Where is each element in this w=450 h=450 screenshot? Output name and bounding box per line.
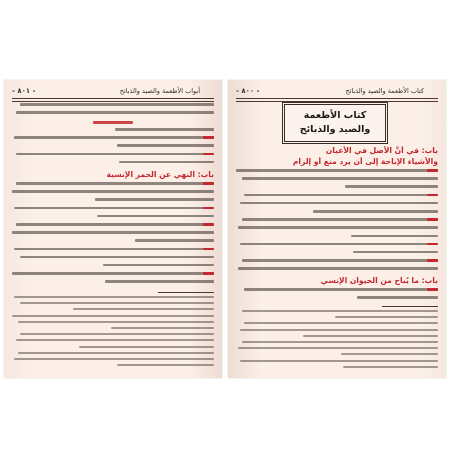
header-rule	[236, 98, 438, 102]
text-line	[117, 364, 214, 366]
left-page	[4, 80, 222, 378]
section-heading-continued: والأشياء الإباحة إلى أن يرد منع أو إلزام	[292, 157, 438, 166]
body-text-block	[236, 169, 438, 275]
text-line	[20, 256, 214, 259]
text-line	[73, 308, 214, 310]
hadith-number-mark	[203, 207, 214, 210]
text-line	[97, 215, 214, 218]
text-line	[335, 316, 438, 318]
right-page-number: - ٨٠٠ -	[236, 87, 260, 95]
text-line	[353, 251, 438, 254]
text-line	[18, 321, 214, 323]
text-line	[244, 194, 438, 197]
text-line	[16, 182, 214, 185]
right-page-header	[236, 85, 438, 97]
text-line	[16, 339, 214, 341]
text-line	[135, 239, 214, 242]
left-page-number: - ٨٠١ -	[12, 87, 36, 95]
text-line	[105, 280, 214, 283]
text-line	[242, 259, 438, 262]
text-line	[240, 329, 438, 331]
body-text-block	[12, 182, 214, 288]
footnotes-block	[12, 296, 214, 370]
text-line	[313, 210, 438, 213]
text-line	[357, 296, 438, 299]
text-line	[103, 264, 214, 267]
text-line	[14, 248, 214, 251]
section-heading: باب: في أنَّ الأصل في الأعيان	[325, 146, 438, 155]
book-title-line-1: كتاب الأطعمة	[303, 110, 367, 121]
header-rule	[12, 98, 214, 102]
book-title-box	[284, 104, 386, 142]
text-line	[16, 111, 214, 114]
text-line	[18, 352, 214, 354]
text-line	[20, 302, 214, 304]
text-line	[14, 358, 214, 360]
red-subheading-mark	[93, 121, 133, 124]
text-line	[14, 296, 214, 298]
left-page-header	[12, 85, 214, 97]
text-line	[303, 335, 438, 337]
text-line	[242, 341, 438, 343]
text-line	[115, 128, 214, 131]
section-heading: باب: ما يُباح من الحيوان الإنسي	[320, 276, 438, 285]
hadith-number-mark	[427, 169, 438, 172]
footnote-rule	[382, 306, 438, 307]
text-line	[242, 218, 438, 221]
text-line	[244, 322, 438, 324]
hadith-number-mark	[203, 223, 214, 226]
text-line	[244, 288, 438, 291]
text-line	[238, 267, 438, 270]
text-line	[240, 360, 438, 362]
text-line	[12, 231, 214, 234]
text-line	[95, 198, 214, 201]
text-line	[111, 327, 214, 329]
right-running-header: كتاب الأطعمة والصيد والذبائح	[345, 87, 424, 95]
book-title-line-2: والصيد والذبائح	[299, 124, 371, 135]
text-line	[242, 310, 438, 312]
right-page	[228, 80, 446, 378]
text-line	[12, 315, 214, 317]
hadith-number-mark	[427, 259, 438, 262]
text-line	[238, 226, 438, 229]
text-line	[236, 169, 438, 172]
text-line	[12, 190, 214, 193]
text-line	[16, 223, 214, 226]
hadith-number-mark	[427, 218, 438, 221]
text-line	[240, 243, 438, 246]
text-line	[14, 136, 214, 139]
text-line	[16, 153, 214, 156]
text-line	[351, 235, 438, 238]
text-line	[238, 347, 438, 349]
text-line	[341, 353, 438, 355]
body-text-block	[12, 103, 214, 119]
left-running-header: أبواب الأطعمة والصيد والذبائح	[119, 87, 200, 95]
text-line	[117, 144, 214, 147]
hadith-number-mark	[427, 243, 438, 246]
text-line	[79, 346, 214, 348]
body-text-block	[236, 288, 438, 304]
footnotes-block	[236, 310, 438, 372]
text-line	[343, 366, 438, 368]
hadith-number-mark	[427, 194, 438, 197]
footnote-rule	[158, 292, 214, 293]
section-heading: باب: النهي عن الحمر الإنسية	[106, 170, 214, 179]
body-text-block	[12, 128, 214, 169]
hadith-number-mark	[203, 136, 214, 139]
text-line	[345, 185, 438, 188]
hadith-number-mark	[203, 272, 214, 275]
text-line	[14, 207, 214, 210]
hadith-number-mark	[203, 182, 214, 185]
text-line	[12, 272, 214, 275]
text-line	[20, 333, 214, 335]
text-line	[119, 161, 214, 164]
text-line	[20, 103, 214, 106]
hadith-number-mark	[427, 288, 438, 291]
hadith-number-mark	[203, 153, 214, 156]
hadith-number-mark	[203, 248, 214, 251]
text-line	[240, 202, 438, 205]
text-line	[242, 177, 438, 180]
